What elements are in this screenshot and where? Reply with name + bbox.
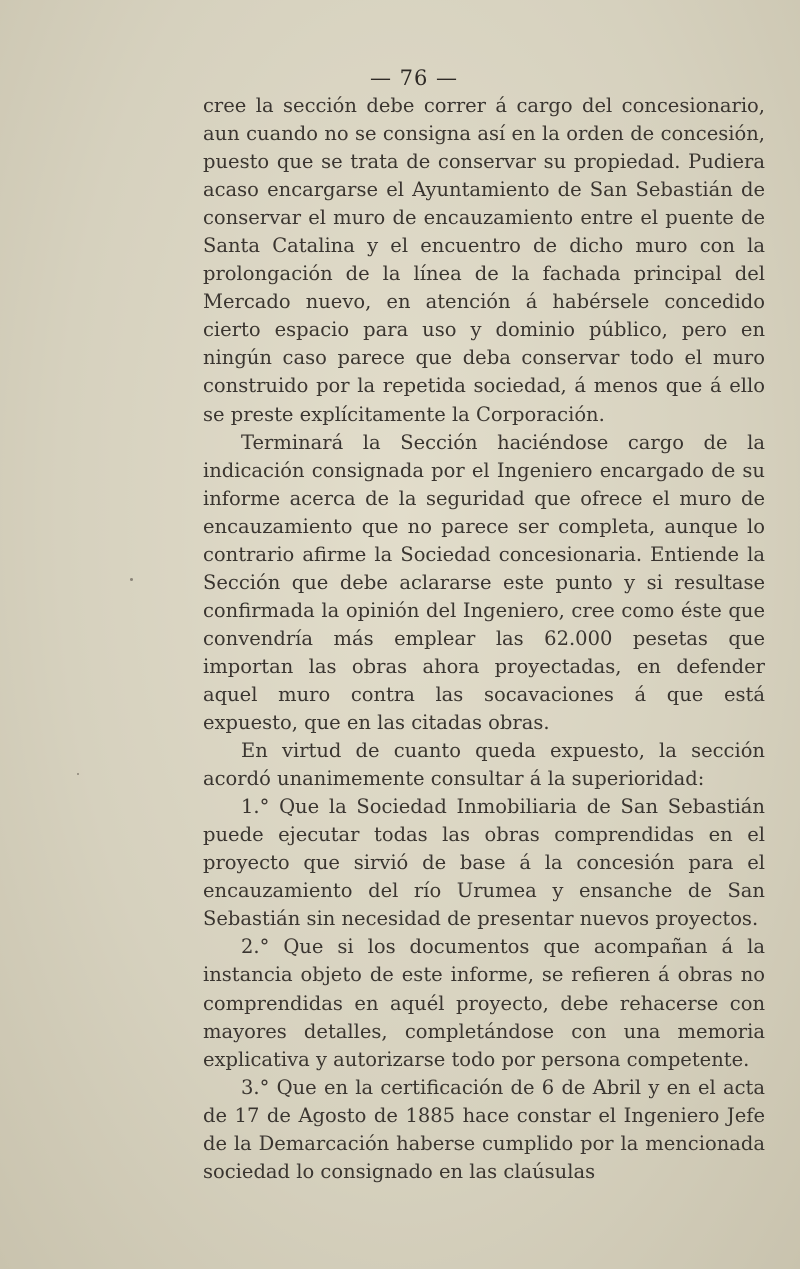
paper-speck — [130, 578, 133, 581]
page-number: — 76 — — [369, 66, 459, 90]
paragraph-item-2: 2.° Que si los documentos que acompañan á la instancia objeto de este informe, se refieren á obras no comprendidas en aquél proyecto, debe rehacerse con mayores detalles, completándose con una memoria explicativa y autorizarse todo por persona competente. — [203, 935, 765, 1071]
paragraph-item-3: 3.° Que en la certificación de 6 de Abril y en el acta de 17 de Agosto de 1885 hace constar el Ingeniero Jefe de la Demarcación haberse cumplido por la mencionada sociedad lo consignado en las claúsulas — [203, 1075, 765, 1183]
paper-speck — [77, 773, 79, 775]
paragraph-continuation: cree la sección debe correr á cargo del concesionario, aun cuando no se consigna así en la orden de concesión, puesto que se trata de conservar su propiedad. Pudiera acaso encargarse el Ayuntamiento de San Sebastián de conservar el muro de encauzamiento entre el puente de Santa Catalina y el encuentro de dicho muro con la prolongación de la línea de la fachada principal del Mercado nuevo, en atención á habérsele concedido cierto espacio para uso y dominio público, pero en ningún caso parece que deba conservar todo el muro construido por la repetida sociedad, á menos que á ello se preste explícitamente la Corporación. — [203, 94, 765, 426]
paragraph-item-1: 1.° Que la Sociedad Inmobiliaria de San Sebastián puede ejecutar todas las obras comprendidas en el proyecto que sirvió de base á la concesión para el encauzamiento del río Urumea y ensanche de San Sebastián sin necesidad de presentar nuevos proyectos. — [203, 795, 765, 931]
paragraph-conclusion-intro: En virtud de cuanto queda expuesto, la sección acordó unanimemente consultar á la superioridad: — [203, 739, 765, 791]
paragraph-seccion: Terminará la Sección haciéndose cargo de la indicación consignada por el Ingeniero encargado de su informe acerca de la seguridad que ofrece el muro de encauzamiento que no parece ser completa, aunque lo contrario afirme la Sociedad concesionaria. Entiende la Sección que debe aclararse este punto y si resultase confirmada la opinión del Ingeniero, cree como éste que convendría más emplear las 62.000 pesetas que importan las obras ahora proyectadas, en defender aquel muro contra las socavaciones á que está expuesto, que en las citadas obras. — [203, 430, 765, 735]
body-text — [203, 92, 765, 1186]
